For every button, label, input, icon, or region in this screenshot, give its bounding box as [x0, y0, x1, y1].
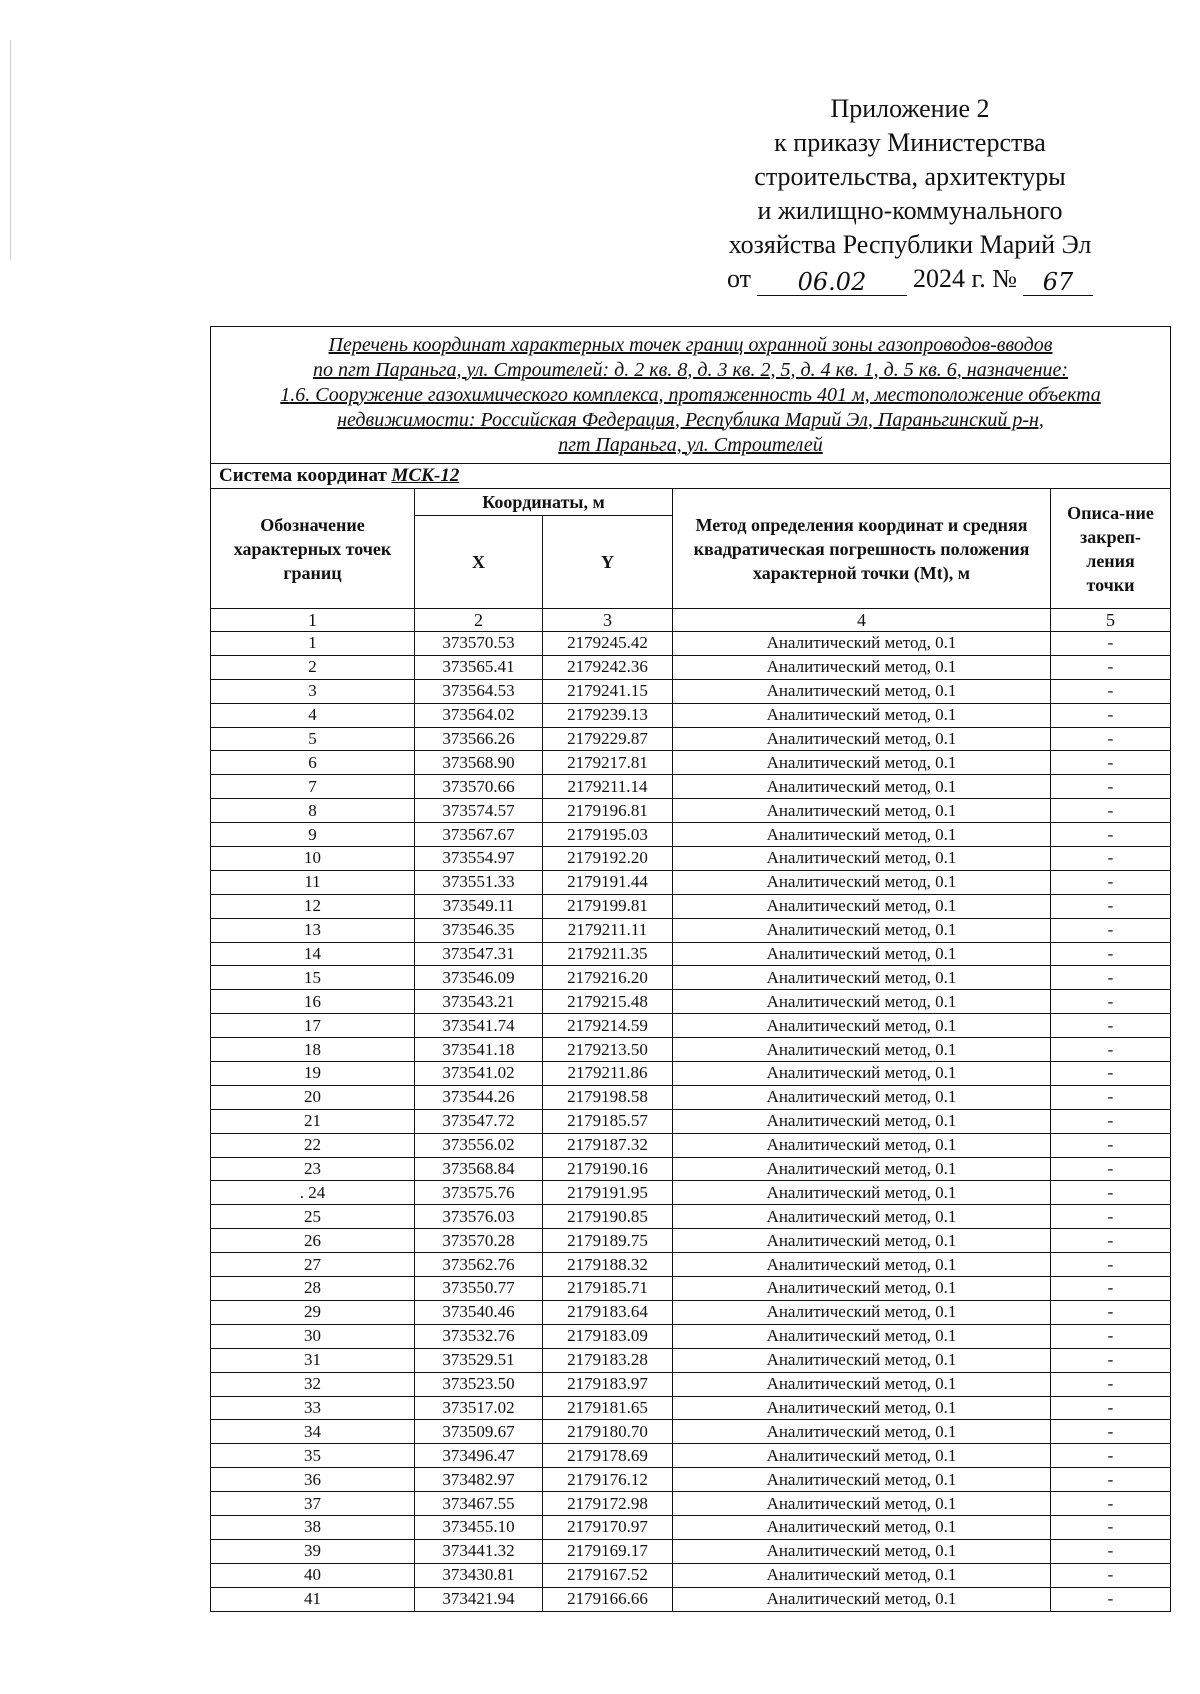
description-cell: - — [1051, 966, 1171, 990]
x-coordinate-cell: 373496.47 — [415, 1444, 543, 1468]
method-cell: Аналитический метод, 0.1 — [673, 1396, 1051, 1420]
point-id-cell: 28 — [211, 1277, 415, 1301]
description-cell: - — [1051, 1133, 1171, 1157]
table-row — [211, 703, 1171, 727]
point-id-cell: 38 — [211, 1515, 415, 1539]
y-coordinate-cell: 2179211.14 — [543, 775, 673, 799]
y-coordinate-cell: 2179195.03 — [543, 823, 673, 847]
x-coordinate-cell: 373547.72 — [415, 1109, 543, 1133]
x-coordinate-cell: 373455.10 — [415, 1515, 543, 1539]
x-coordinate-cell: 373570.66 — [415, 775, 543, 799]
description-cell: - — [1051, 918, 1171, 942]
point-id-cell: 33 — [211, 1396, 415, 1420]
column-number: 5 — [1051, 609, 1171, 632]
method-cell: Аналитический метод, 0.1 — [673, 823, 1051, 847]
table-row — [211, 1277, 1171, 1301]
description-cell: - — [1051, 1468, 1171, 1492]
x-coordinate-cell: 373482.97 — [415, 1468, 543, 1492]
column-number: 1 — [211, 609, 415, 632]
table-row — [211, 1157, 1171, 1181]
y-coordinate-cell: 2179183.09 — [543, 1324, 673, 1348]
description-cell: - — [1051, 703, 1171, 727]
description-cell: - — [1051, 799, 1171, 823]
y-coordinate-cell: 2179198.58 — [543, 1085, 673, 1109]
y-coordinate-cell: 2179183.97 — [543, 1372, 673, 1396]
point-id-cell: 39 — [211, 1539, 415, 1563]
point-id-cell: 21 — [211, 1109, 415, 1133]
y-coordinate-cell: 2179192.20 — [543, 847, 673, 871]
method-cell: Аналитический метод, 0.1 — [673, 632, 1051, 656]
method-cell: Аналитический метод, 0.1 — [673, 1085, 1051, 1109]
table-row — [211, 632, 1171, 656]
point-id-cell: 34 — [211, 1420, 415, 1444]
method-cell: Аналитический метод, 0.1 — [673, 1515, 1051, 1539]
table-row — [211, 1062, 1171, 1086]
y-coordinate-cell: 2179176.12 — [543, 1468, 673, 1492]
description-cell: - — [1051, 1396, 1171, 1420]
ot-label: от — [726, 264, 751, 293]
y-coordinate-cell: 2179170.97 — [543, 1515, 673, 1539]
y-coordinate-cell: 2179215.48 — [543, 990, 673, 1014]
x-coordinate-cell: 373570.28 — [415, 1229, 543, 1253]
table-row — [211, 1492, 1171, 1516]
description-cell: - — [1051, 727, 1171, 751]
method-cell: Аналитический метод, 0.1 — [673, 1277, 1051, 1301]
table-row — [211, 1587, 1171, 1611]
x-coordinate-cell: 373562.76 — [415, 1253, 543, 1277]
method-cell: Аналитический метод, 0.1 — [673, 1014, 1051, 1038]
description-cell: - — [1051, 1444, 1171, 1468]
y-coordinate-cell: 2179183.64 — [543, 1300, 673, 1324]
x-coordinate-cell: 373430.81 — [415, 1563, 543, 1587]
x-coordinate-cell: 373532.76 — [415, 1324, 543, 1348]
y-coordinate-cell: 2179229.87 — [543, 727, 673, 751]
table-row — [211, 751, 1171, 775]
method-cell: Аналитический метод, 0.1 — [673, 1300, 1051, 1324]
y-coordinate-cell: 2179216.20 — [543, 966, 673, 990]
description-cell: - — [1051, 655, 1171, 679]
table-row — [211, 870, 1171, 894]
coordinate-system-value: МСК-12 — [391, 465, 460, 486]
point-id-cell: 37 — [211, 1492, 415, 1516]
y-coordinate-cell: 2179190.85 — [543, 1205, 673, 1229]
table-row — [211, 1253, 1171, 1277]
x-coordinate-cell: 373568.84 — [415, 1157, 543, 1181]
method-cell: Аналитический метод, 0.1 — [673, 751, 1051, 775]
x-coordinate-cell: 373441.32 — [415, 1539, 543, 1563]
description-cell: - — [1051, 1324, 1171, 1348]
point-id-cell: 4 — [211, 703, 415, 727]
table-row — [211, 1515, 1171, 1539]
point-id-cell: 23 — [211, 1157, 415, 1181]
method-cell: Аналитический метод, 0.1 — [673, 1348, 1051, 1372]
order-date-line — [700, 262, 1120, 296]
y-coordinate-cell: 2179196.81 — [543, 799, 673, 823]
table-title — [211, 327, 1171, 464]
table-title-line-3: 1.6. Сооружение газохимического комплекса, протяженность 401 м, местоположение объекта — [280, 383, 1101, 406]
y-coordinate-cell: 2179217.81 — [543, 751, 673, 775]
method-cell: Аналитический метод, 0.1 — [673, 1133, 1051, 1157]
table-row — [211, 1038, 1171, 1062]
table-row — [211, 1300, 1171, 1324]
point-id-cell: 20 — [211, 1085, 415, 1109]
method-cell: Аналитический метод, 0.1 — [673, 655, 1051, 679]
method-cell: Аналитический метод, 0.1 — [673, 1492, 1051, 1516]
table-title-line-1: Перечень координат характерных точек границ охранной зоны газопроводов-вводов — [328, 333, 1053, 356]
x-coordinate-cell: 373541.02 — [415, 1062, 543, 1086]
description-cell: - — [1051, 632, 1171, 656]
description-cell: - — [1051, 1109, 1171, 1133]
y-coordinate-cell: 2179190.16 — [543, 1157, 673, 1181]
y-coordinate-cell: 2179241.15 — [543, 679, 673, 703]
description-cell: - — [1051, 1563, 1171, 1587]
method-cell: Аналитический метод, 0.1 — [673, 990, 1051, 1014]
method-cell: Аналитический метод, 0.1 — [673, 679, 1051, 703]
method-cell: Аналитический метод, 0.1 — [673, 1253, 1051, 1277]
table-row — [211, 1420, 1171, 1444]
table-row — [211, 727, 1171, 751]
y-coordinate-cell: 2179167.52 — [543, 1563, 673, 1587]
description-cell: - — [1051, 1085, 1171, 1109]
point-id-cell: 27 — [211, 1253, 415, 1277]
x-coordinate-cell: 373546.09 — [415, 966, 543, 990]
table-row — [211, 1014, 1171, 1038]
point-id-cell: 29 — [211, 1300, 415, 1324]
description-cell: - — [1051, 990, 1171, 1014]
point-id-cell: 5 — [211, 727, 415, 751]
point-id-cell: 7 — [211, 775, 415, 799]
x-coordinate-cell: 373566.26 — [415, 727, 543, 751]
appendix-header — [700, 92, 1120, 296]
y-coordinate-cell: 2179183.28 — [543, 1348, 673, 1372]
point-id-cell: 18 — [211, 1038, 415, 1062]
point-id-cell: 10 — [211, 847, 415, 871]
method-cell: Аналитический метод, 0.1 — [673, 1062, 1051, 1086]
x-coordinate-cell: 373556.02 — [415, 1133, 543, 1157]
description-cell: - — [1051, 1300, 1171, 1324]
x-coordinate-cell: 373576.03 — [415, 1205, 543, 1229]
y-coordinate-cell: 2179189.75 — [543, 1229, 673, 1253]
appendix-line-4: и жилищно-коммунального — [757, 196, 1063, 225]
year-label: 2024 г. № — [912, 264, 1018, 293]
point-id-cell: . 24 — [211, 1181, 415, 1205]
method-cell: Аналитический метод, 0.1 — [673, 1157, 1051, 1181]
point-id-cell: 8 — [211, 799, 415, 823]
table-row — [211, 679, 1171, 703]
x-coordinate-cell: 373529.51 — [415, 1348, 543, 1372]
point-id-cell: 6 — [211, 751, 415, 775]
method-cell: Аналитический метод, 0.1 — [673, 1229, 1051, 1253]
table-row — [211, 1539, 1171, 1563]
appendix-line-2: к приказу Министерства — [774, 128, 1046, 157]
description-cell: - — [1051, 1492, 1171, 1516]
point-id-cell: 31 — [211, 1348, 415, 1372]
coordinate-system — [211, 464, 1171, 489]
y-coordinate-cell: 2179199.81 — [543, 894, 673, 918]
description-cell: - — [1051, 894, 1171, 918]
y-coordinate-cell: 2179239.13 — [543, 703, 673, 727]
y-coordinate-cell: 2179185.71 — [543, 1277, 673, 1301]
description-cell: - — [1051, 679, 1171, 703]
method-cell: Аналитический метод, 0.1 — [673, 1587, 1051, 1611]
table-row — [211, 918, 1171, 942]
description-cell: - — [1051, 1038, 1171, 1062]
header-point: Обозначение характерных точек границ — [211, 489, 415, 609]
scan-margin-line — [10, 40, 11, 260]
point-id-cell: 9 — [211, 823, 415, 847]
y-coordinate-cell: 2179213.50 — [543, 1038, 673, 1062]
x-coordinate-cell: 373570.53 — [415, 632, 543, 656]
table-row — [211, 1348, 1171, 1372]
x-coordinate-cell: 373568.90 — [415, 751, 543, 775]
x-coordinate-cell: 373567.67 — [415, 823, 543, 847]
y-coordinate-cell: 2179211.86 — [543, 1062, 673, 1086]
description-cell: - — [1051, 1157, 1171, 1181]
table-row — [211, 1444, 1171, 1468]
table-row — [211, 775, 1171, 799]
x-coordinate-cell: 373421.94 — [415, 1587, 543, 1611]
table-row — [211, 990, 1171, 1014]
method-cell: Аналитический метод, 0.1 — [673, 847, 1051, 871]
header-description: Описа-ние закреп-ления точки — [1051, 489, 1171, 609]
x-coordinate-cell: 373565.41 — [415, 655, 543, 679]
point-id-cell: 36 — [211, 1468, 415, 1492]
table-row — [211, 1229, 1171, 1253]
appendix-title: Приложение 2 — [830, 94, 990, 123]
method-cell: Аналитический метод, 0.1 — [673, 1372, 1051, 1396]
y-coordinate-cell: 2179188.32 — [543, 1253, 673, 1277]
x-coordinate-cell: 373564.53 — [415, 679, 543, 703]
y-coordinate-cell: 2179191.95 — [543, 1181, 673, 1205]
description-cell: - — [1051, 1348, 1171, 1372]
point-id-cell: 19 — [211, 1062, 415, 1086]
point-id-cell: 15 — [211, 966, 415, 990]
column-number-row — [211, 609, 1171, 632]
table-row — [211, 1109, 1171, 1133]
method-cell: Аналитический метод, 0.1 — [673, 942, 1051, 966]
y-coordinate-cell: 2179185.57 — [543, 1109, 673, 1133]
method-cell: Аналитический метод, 0.1 — [673, 1109, 1051, 1133]
point-id-cell: 14 — [211, 942, 415, 966]
y-coordinate-cell: 2179187.32 — [543, 1133, 673, 1157]
description-cell: - — [1051, 1587, 1171, 1611]
x-coordinate-cell: 373547.31 — [415, 942, 543, 966]
point-id-cell: 22 — [211, 1133, 415, 1157]
y-coordinate-cell: 2179211.35 — [543, 942, 673, 966]
y-coordinate-cell: 2179214.59 — [543, 1014, 673, 1038]
method-cell: Аналитический метод, 0.1 — [673, 894, 1051, 918]
point-id-cell: 1 — [211, 632, 415, 656]
handwritten-date: 06.02 — [757, 269, 907, 296]
x-coordinate-cell: 373551.33 — [415, 870, 543, 894]
description-cell: - — [1051, 1515, 1171, 1539]
x-coordinate-cell: 373517.02 — [415, 1396, 543, 1420]
x-coordinate-cell: 373550.77 — [415, 1277, 543, 1301]
point-id-cell: 3 — [211, 679, 415, 703]
method-cell: Аналитический метод, 0.1 — [673, 1420, 1051, 1444]
point-id-cell: 35 — [211, 1444, 415, 1468]
y-coordinate-cell: 2179178.69 — [543, 1444, 673, 1468]
description-cell: - — [1051, 870, 1171, 894]
table-row — [211, 1396, 1171, 1420]
point-id-cell: 26 — [211, 1229, 415, 1253]
x-coordinate-cell: 373467.55 — [415, 1492, 543, 1516]
x-coordinate-cell: 373575.76 — [415, 1181, 543, 1205]
method-cell: Аналитический метод, 0.1 — [673, 918, 1051, 942]
point-id-cell: 12 — [211, 894, 415, 918]
description-cell: - — [1051, 1420, 1171, 1444]
method-cell: Аналитический метод, 0.1 — [673, 870, 1051, 894]
description-cell: - — [1051, 942, 1171, 966]
method-cell: Аналитический метод, 0.1 — [673, 799, 1051, 823]
header-x: X — [415, 516, 543, 609]
table-row — [211, 1133, 1171, 1157]
description-cell: - — [1051, 1253, 1171, 1277]
table-row — [211, 1181, 1171, 1205]
method-cell: Аналитический метод, 0.1 — [673, 1468, 1051, 1492]
description-cell: - — [1051, 775, 1171, 799]
point-id-cell: 16 — [211, 990, 415, 1014]
x-coordinate-cell: 373540.46 — [415, 1300, 543, 1324]
point-id-cell: 2 — [211, 655, 415, 679]
y-coordinate-cell: 2179169.17 — [543, 1539, 673, 1563]
table-row — [211, 894, 1171, 918]
description-cell: - — [1051, 1014, 1171, 1038]
table-row — [211, 655, 1171, 679]
y-coordinate-cell: 2179181.65 — [543, 1396, 673, 1420]
description-cell: - — [1051, 1229, 1171, 1253]
point-id-cell: 30 — [211, 1324, 415, 1348]
description-cell: - — [1051, 1539, 1171, 1563]
table-row — [211, 799, 1171, 823]
x-coordinate-cell: 373574.57 — [415, 799, 543, 823]
point-id-cell: 41 — [211, 1587, 415, 1611]
point-id-cell: 11 — [211, 870, 415, 894]
x-coordinate-cell: 373541.74 — [415, 1014, 543, 1038]
point-id-cell: 17 — [211, 1014, 415, 1038]
x-coordinate-cell: 373541.18 — [415, 1038, 543, 1062]
point-id-cell: 25 — [211, 1205, 415, 1229]
method-cell: Аналитический метод, 0.1 — [673, 1539, 1051, 1563]
handwritten-number: 67 — [1023, 269, 1093, 296]
description-cell: - — [1051, 1181, 1171, 1205]
y-coordinate-cell: 2179242.36 — [543, 655, 673, 679]
description-cell: - — [1051, 1277, 1171, 1301]
point-id-cell: 40 — [211, 1563, 415, 1587]
x-coordinate-cell: 373543.21 — [415, 990, 543, 1014]
method-cell: Аналитический метод, 0.1 — [673, 1038, 1051, 1062]
table-row — [211, 1085, 1171, 1109]
column-number: 2 — [415, 609, 543, 632]
point-id-cell: 32 — [211, 1372, 415, 1396]
table-row — [211, 1468, 1171, 1492]
method-cell: Аналитический метод, 0.1 — [673, 727, 1051, 751]
x-coordinate-cell: 373509.67 — [415, 1420, 543, 1444]
x-coordinate-cell: 373523.50 — [415, 1372, 543, 1396]
x-coordinate-cell: 373544.26 — [415, 1085, 543, 1109]
method-cell: Аналитический метод, 0.1 — [673, 1324, 1051, 1348]
table-row — [211, 1205, 1171, 1229]
table-title-line-5: пгт Параньга, ул. Строителей — [558, 433, 823, 456]
description-cell: - — [1051, 1062, 1171, 1086]
description-cell: - — [1051, 751, 1171, 775]
method-cell: Аналитический метод, 0.1 — [673, 966, 1051, 990]
appendix-line-3: строительства, архитектуры — [754, 162, 1066, 191]
x-coordinate-cell: 373546.35 — [415, 918, 543, 942]
method-cell: Аналитический метод, 0.1 — [673, 1181, 1051, 1205]
method-cell: Аналитический метод, 0.1 — [673, 775, 1051, 799]
description-cell: - — [1051, 823, 1171, 847]
x-coordinate-cell: 373554.97 — [415, 847, 543, 871]
header-coords: Координаты, м — [415, 489, 673, 516]
y-coordinate-cell: 2179245.42 — [543, 632, 673, 656]
point-id-cell: 13 — [211, 918, 415, 942]
x-coordinate-cell: 373564.02 — [415, 703, 543, 727]
description-cell: - — [1051, 1205, 1171, 1229]
method-cell: Аналитический метод, 0.1 — [673, 1205, 1051, 1229]
y-coordinate-cell: 2179191.44 — [543, 870, 673, 894]
table-row — [211, 1324, 1171, 1348]
table-row — [211, 823, 1171, 847]
table-row — [211, 942, 1171, 966]
y-coordinate-cell: 2179166.66 — [543, 1587, 673, 1611]
appendix-line-5: хозяйства Республики Марий Эл — [728, 230, 1092, 259]
table-title-line-4: недвижимости: Российская Федерация, Республика Марий Эл, Параньгинский р-н, — [337, 408, 1044, 431]
method-cell: Аналитический метод, 0.1 — [673, 1563, 1051, 1587]
y-coordinate-cell: 2179180.70 — [543, 1420, 673, 1444]
coordinate-system-label: Система координат — [219, 465, 387, 486]
description-cell: - — [1051, 1372, 1171, 1396]
table-row — [211, 847, 1171, 871]
table-row — [211, 1372, 1171, 1396]
y-coordinate-cell: 2179211.11 — [543, 918, 673, 942]
method-cell: Аналитический метод, 0.1 — [673, 703, 1051, 727]
column-number: 3 — [543, 609, 673, 632]
header-y: Y — [543, 516, 673, 609]
table-title-line-2: по пгт Параньга, ул. Строителей: д. 2 кв. 8, д. 3 кв. 2, 5, д. 4 кв. 1, д. 5 кв. 6, назначение: — [312, 358, 1069, 381]
coordinates-table — [210, 326, 1171, 1612]
description-cell: - — [1051, 847, 1171, 871]
table-row — [211, 966, 1171, 990]
table-row — [211, 1563, 1171, 1587]
method-cell: Аналитический метод, 0.1 — [673, 1444, 1051, 1468]
y-coordinate-cell: 2179172.98 — [543, 1492, 673, 1516]
header-method: Метод определения координат и средняя квадратическая погрешность положения характерной точки (Mt), м — [673, 489, 1051, 609]
x-coordinate-cell: 373549.11 — [415, 894, 543, 918]
column-number: 4 — [673, 609, 1051, 632]
